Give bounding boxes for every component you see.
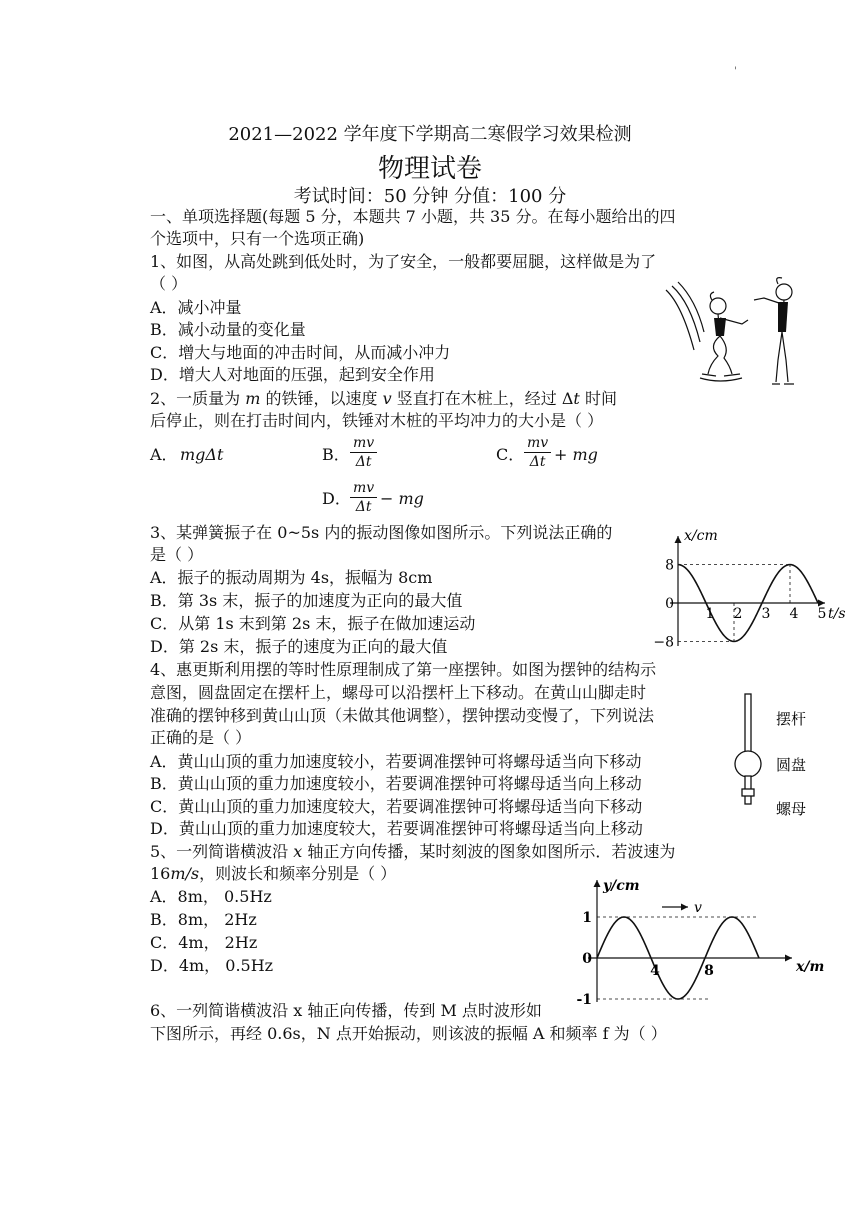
q2-option-d-suffix: − mg [380,489,424,508]
q4-stem-line4: 正确的是（ ） [150,728,252,747]
q5-option-b: B．8m， 2Hz [150,910,257,929]
q5-option-d: D．4m， 0.5Hz [150,956,274,975]
section1-line1: 一、单项选择题(每题 5 分，本题共 7 小题，共 35 分。在每小题给出的四 [150,207,676,226]
section1-line2: 个选项中，只有一个选项正确) [150,229,365,248]
q3-stem-line2: 是（ ） [150,545,204,564]
q5-xlabel: x/m [796,959,825,975]
q4-option-c: C．黄山山顶的重力加速度较大，若要调准摆钟可将螺母适当向下移动 [150,797,643,816]
pendulum-clock-figure [730,690,830,820]
q4-option-b: B．黄山山顶的重力加速度较小，若要调准摆钟可将螺母适当向上移动 [150,774,642,793]
q5-ytick-label: 0 [582,951,592,967]
q5-stem-line2: 16m/s，则波长和频率分别是（ ） [150,864,397,883]
q3-xlabel: t/s [828,606,846,622]
q3-stem-line1: 3、某弹簧振子在 0~5s 内的振动图像如图所示。下列说法正确的 [150,523,613,542]
q3-vibration-graph [650,526,850,656]
q2-option-c-label: C． [496,445,525,464]
q3-ytick-label: −8 [653,634,674,651]
q5-ytick-label: -1 [576,992,592,1004]
corner-mark: ' [734,66,737,77]
q2-option-d-fraction: $\frac{mv}{\Delta t}$ [350,479,377,516]
q1-option-c: C．增大与地面的冲击时间，从而减小冲力 [150,343,451,362]
q5-option-c: C．4m， 2Hz [150,933,258,952]
q2-option-c-fraction: $\frac{mv}{\Delta t}$ [524,434,551,471]
q2-option-d-label: D． [322,489,351,508]
exam-title: 2021—2022 学年度下学期高二寒假学习效果检测 [228,124,632,145]
q4-option-a: A．黄山山顶的重力加速度较小，若要调准摆钟可将螺母适当向下移动 [150,752,642,771]
label-nut: 螺母 [776,800,807,818]
q3-xtick-label: 1 [705,606,715,622]
jump-figure [660,270,800,392]
q4-stem-line1: 4、惠更斯利用摆的等时性原理制成了第一座摆钟。如图为摆钟的结构示 [150,660,657,679]
q4-stem-line2: 意图，圆盘固定在摆杆上，螺母可以沿摆杆上下移动。在黄山山脚走时 [150,683,647,702]
q3-option-c: C．从第 1s 末到第 2s 末，振子在做加速运动 [150,614,476,633]
exam-meta: 考试时间：50 分钟 分值：100 分 [293,186,567,207]
label-rod: 摆杆 [776,710,807,728]
q1-stem-line2: （ ） [150,274,188,293]
q1-option-d: D．增大人对地面的压强，起到安全作用 [150,365,435,384]
q2-option-b-label: B． [322,445,350,464]
q2-option-c-suffix: + mg [554,445,598,464]
q3-option-d: D．第 2s 末，振子的速度为正向的最大值 [150,637,448,656]
q1-stem-line1: 1、如图，从高处跳到低处时，为了安全，一般都要屈腿，这样做是为了 [150,252,657,271]
q5-ylabel: y/cm [603,878,640,894]
q3-ytick-label: 0 [665,596,674,612]
q4-stem-line3: 准确的摆钟移到黄山山顶（未做其他调整），摆钟摆动变慢了，下列说法 [150,706,655,725]
q2-option-a-expr: mgΔt [180,445,224,464]
q5-xtick-label: 4 [650,963,660,979]
q3-xtick-label: 3 [761,606,771,622]
q2-option-a-label: A． [150,445,178,464]
label-disk: 圆盘 [776,756,807,774]
q5-xtick-label: 8 [704,963,714,979]
q1-option-b: B．减小动量的变化量 [150,320,306,339]
q2-stem-line2: 后停止，则在打击时间内，铁锤对木桩的平均冲力的大小是（ ） [150,411,604,430]
q5-arrow-label: v [694,900,702,916]
exam-subject: 物理试卷 [377,154,482,184]
q3-option-a: A．振子的振动周期为 4s，振幅为 8cm [150,568,433,587]
q2-option-b-fraction: $\frac{mv}{\Delta t}$ [350,434,377,471]
q4-option-d: D．黄山山顶的重力加速度较大，若要调准摆钟可将螺母适当向上移动 [150,819,643,838]
q3-ylabel: x/cm [684,528,718,544]
q3-xtick-label: 4 [789,606,799,622]
q5-ytick-label: 1 [582,910,592,926]
q3-option-b: B．第 3s 末，振子的加速度为正向的最大值 [150,591,463,610]
q6-stem-line1: 6、一列简谐横波沿 x 轴正向传播，传到 M 点时波形如 [150,1001,542,1020]
q5-option-a: A．8m， 0.5Hz [150,887,272,906]
q2-stem-line1: 2、一质量为 m 的铁锤，以速度 v 竖直打在木桩上，经过 Δt 时间 [150,389,617,408]
q5-stem-line1: 5、一列简谐横波沿 x 轴正方向传播，某时刻波的图象如图所示．若波速为 [150,842,676,861]
q1-option-a: A．减小冲量 [150,298,242,317]
q6-stem-line2: 下图所示，再经 0.6s，N 点开始振动，则该波的振幅 A 和频率 f 为（ ） [150,1024,667,1043]
q3-ytick-label: 8 [665,557,674,574]
q3-xtick-label: 2 [733,606,743,622]
q3-xtick-label: 5 [817,606,827,622]
q5-wave-graph [570,874,830,1004]
